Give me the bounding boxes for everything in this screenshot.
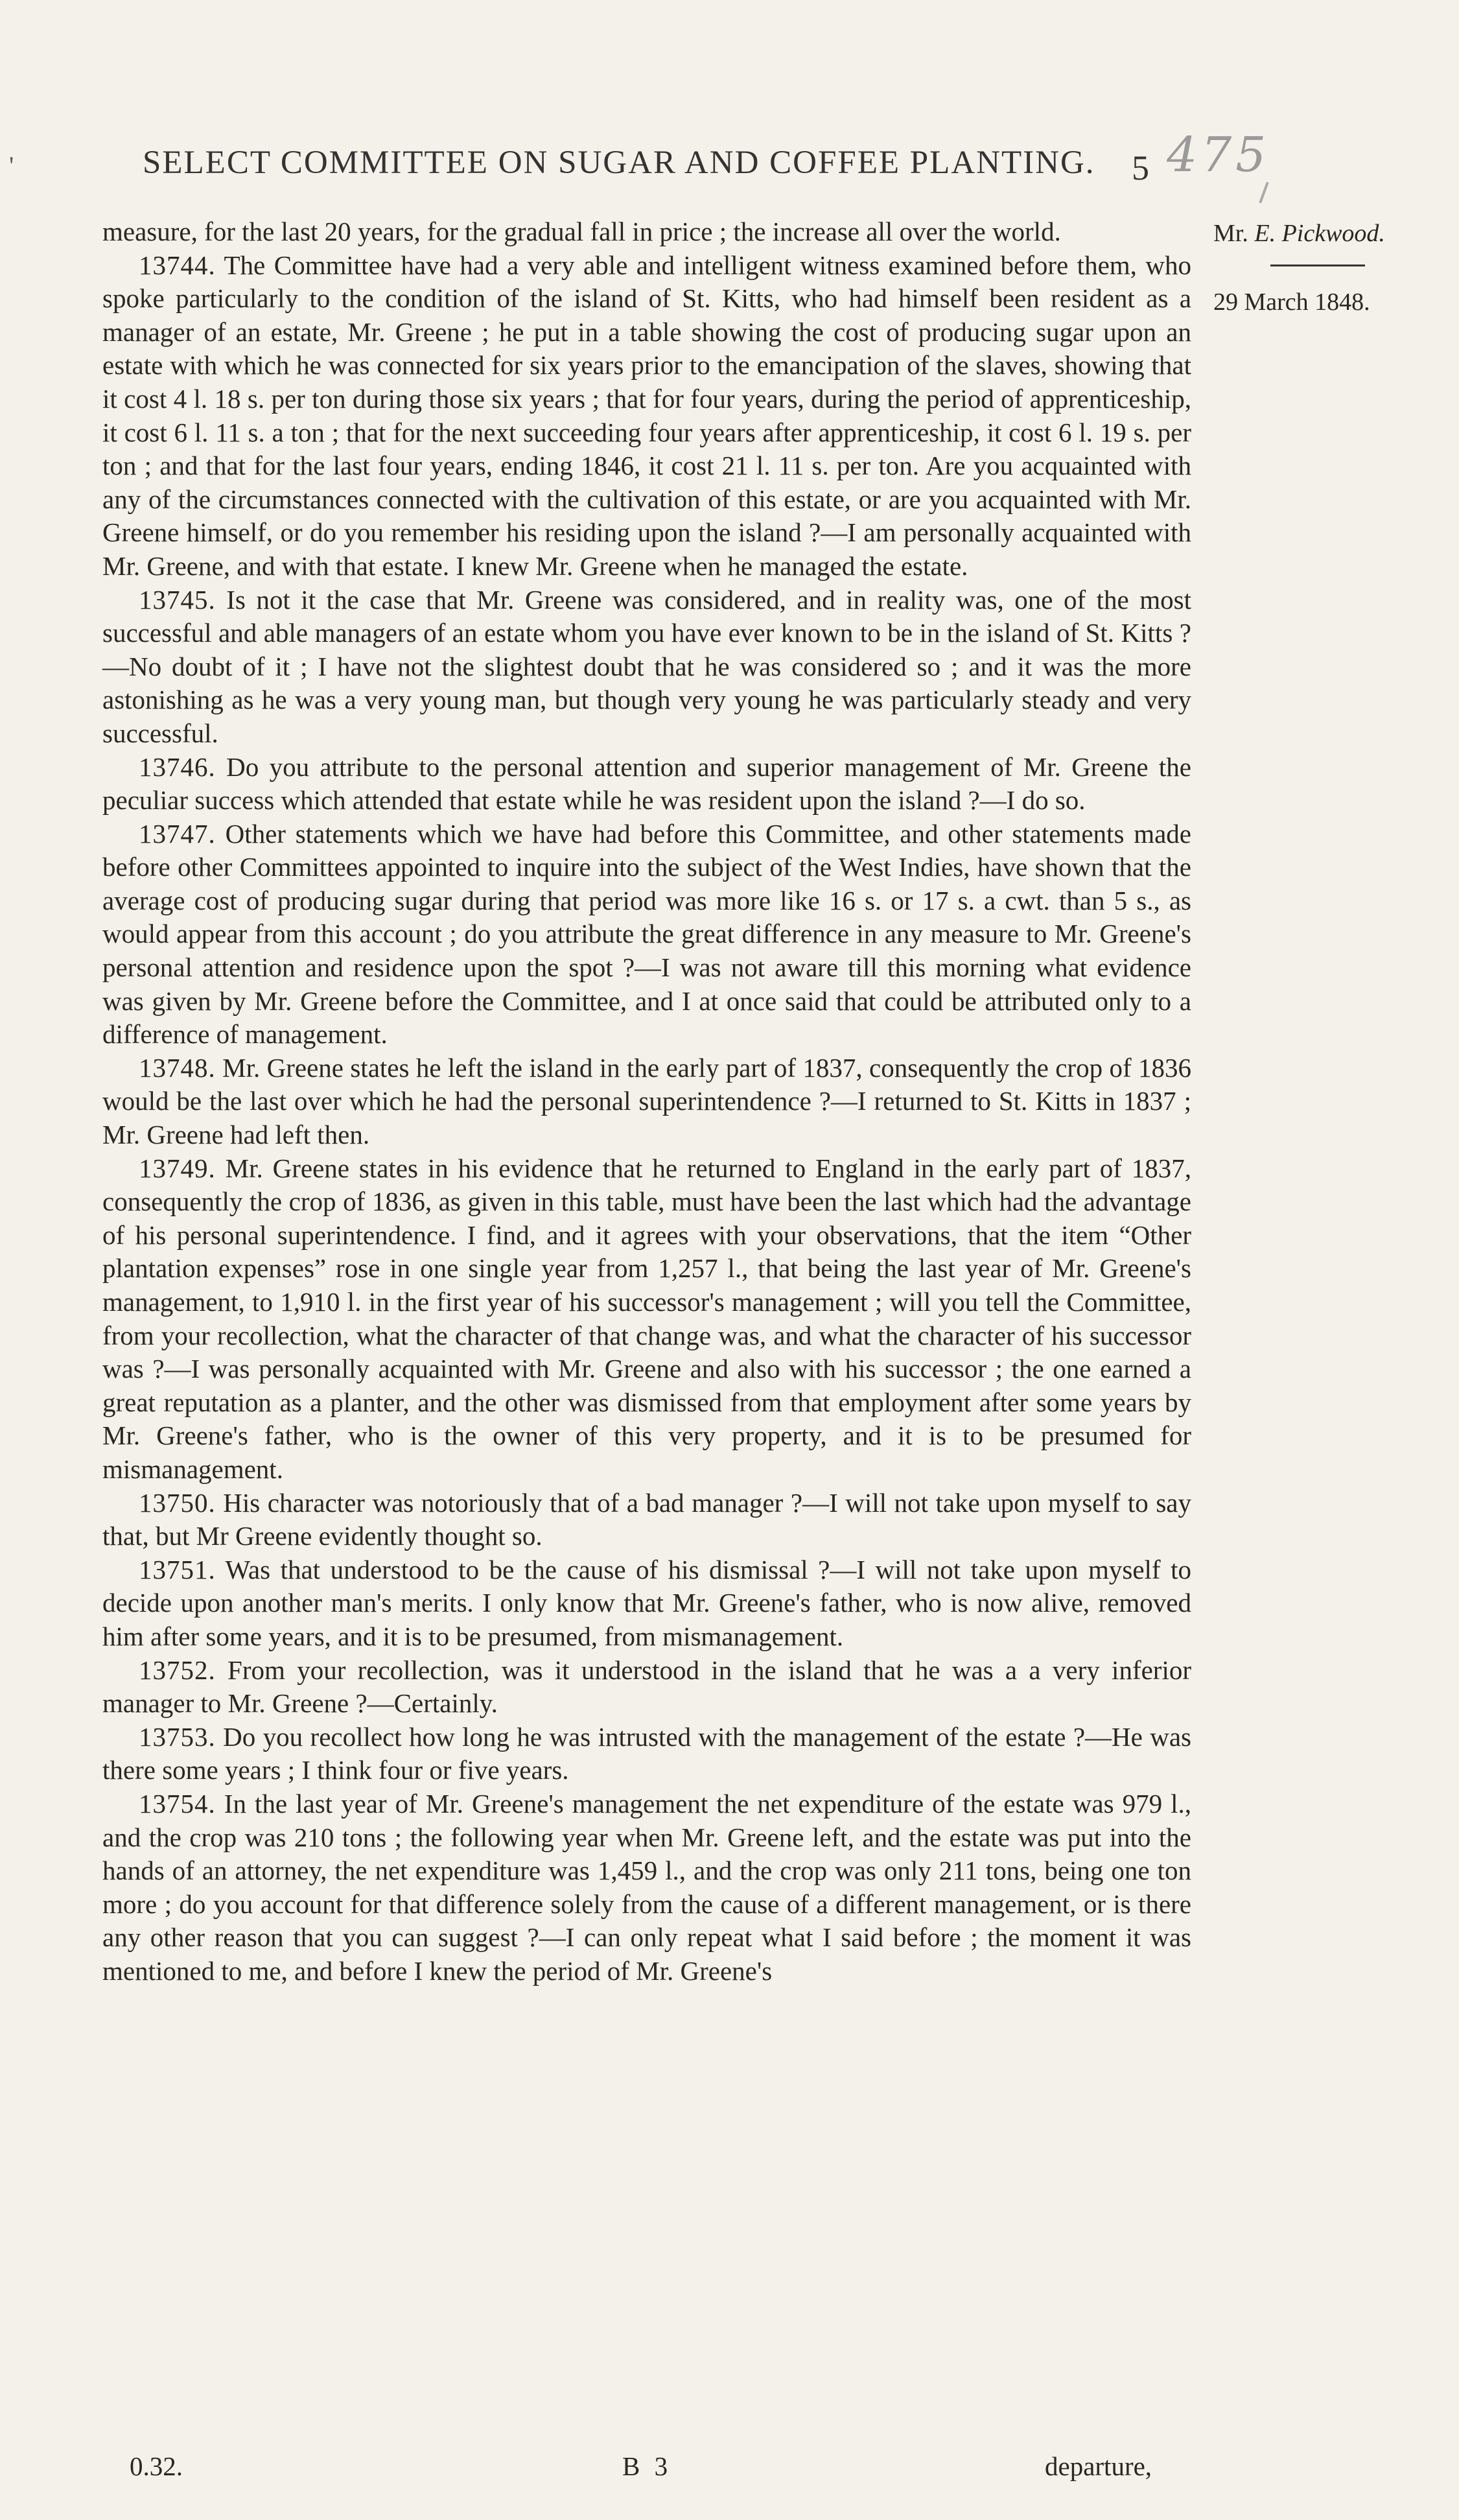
running-head: SELECT COMMITTEE ON SUGAR AND COFFEE PLANTING. [143, 145, 1095, 181]
testimony-paragraph [102, 1553, 1191, 1654]
paragraph-text: From your recollection, was it understood in the island that he was a a very inferior manager to Mr. Greene ?—Certainly. [102, 1654, 1191, 1719]
testimony-paragraph [102, 1721, 1191, 1787]
continued-paragraph [102, 215, 1191, 249]
question-number: 13745. [139, 584, 216, 615]
testimony-paragraph [102, 1052, 1191, 1152]
question-number: 13751. [139, 1554, 216, 1584]
question-number: 13752. [139, 1654, 216, 1685]
paragraph-text: Do you attribute to the personal attention and superior management of Mr. Greene the peculiar success which attended that estate while he was resident upon the island ?—I do so. [102, 751, 1192, 816]
question-number: 13747. [139, 818, 216, 849]
question-number: 13748. [139, 1052, 216, 1083]
paragraph-text: measure, for the last 20 years, for the gradual fall in price ; the increase all over the world. [102, 217, 1061, 246]
handwritten-folio-number: 475 [1167, 127, 1270, 183]
testimony-paragraph [102, 1654, 1191, 1721]
folio-pencil-stroke [1259, 182, 1268, 203]
paragraph-text: Do you recollect how long he was intrusted with the management of the estate ?—He was there some years ; I think four or five years. [102, 1721, 1192, 1785]
question-number: 13746. [139, 751, 216, 782]
paragraph-text: Other statements which we have had before this Committee, and other statements made before other Committees appointed to inquire into the subject of the West Indies, have shown that the average cost of producing sugar during that period was more like 16 s. or 17 s. a cwt. than 5 s., as would appear from this account ; do you attribute the great difference in any measure to Mr. Greene's personal attention and residence upon the spot ?—I was not aware till this morning what evidence was given by Mr. Greene before the Committee, and I at once said that could be attributed only to a difference of management. [102, 818, 1191, 1050]
page-number: 5 [1132, 148, 1149, 187]
question-number: 13754. [139, 1788, 216, 1819]
question-number: 13749. [139, 1153, 216, 1183]
testimony-paragraph [102, 818, 1191, 1052]
testimony-paragraph [102, 583, 1191, 751]
testimony-paragraph [102, 249, 1191, 583]
question-number: 13744. [139, 250, 216, 280]
footer-catchword: departure, [1045, 2451, 1152, 2481]
testimony-paragraph [102, 1787, 1191, 1988]
margin-mark: ' [9, 151, 14, 180]
paragraph-text: Mr. Greene states he left the island in the early part of 1837, consequently the crop of 1836 would be the last over which he had the personal superintendence ?—I returned to St. Kitts in 1837 ; Mr. Greene had left then. [102, 1052, 1192, 1150]
question-number: 13753. [139, 1721, 216, 1752]
testimony-paragraph [102, 1487, 1191, 1553]
paragraph-text: Is not it the case that Mr. Greene was considered, and in reality was, one of the most successful and able managers of an estate whom you have ever known to be in the island of St. Kitts ?—No doubt of it ; I have not the slightest doubt that he was considered so ; and it was the more astonishing as he was a very young man, but though very young he was particularly steady and very successful. [102, 584, 1191, 748]
paragraph-text: In the last year of Mr. Greene's management the net expenditure of the estate was 979 l., and the crop was 210 tons ; the following year when Mr. Greene left, and the estate was put into the hands of an attorney, the net expenditure was 1,459 l., and the crop was only 211 tons, being one ton more ; do you account for that difference solely from the cause of a different management, or is there any other reason that you can suggest ?—I can only repeat what I said before ; the moment it was mentioned to me, and before I knew the period of Mr. Greene's [102, 1788, 1192, 1986]
testimony-paragraph [102, 1152, 1191, 1487]
footer-signature: B 3 [622, 2451, 672, 2481]
paragraph-text: The Committee have had a very able and intelligent witness examined before them, who spoke particularly to the condition of the island of St. Kitts, who had himself been resident as a manager of an estate, Mr. Greene ; he put in a table showing the cost of producing sugar upon an estate with which he was connected for six years prior to the emancipation of the slaves, showing that it cost 4 l. 18 s. per ton during those six years ; that for four years, during the period of apprenticeship, it cost 6 l. 11 s. a ton ; that for the next succeeding four years after apprenticeship, it cost 6 l. 19 s. per ton ; and that for the last four years, ending 1846, it cost 21 l. 11 s. per ton. Are you acquainted with any of the circumstances connected with the cultivation of this estate, or are you acquainted with Mr. Greene himself, or do you remember his residing upon the island ?—I am personally acquainted with Mr. Greene, and with that estate. I knew Mr. Greene when he managed the estate. [102, 250, 1191, 581]
paragraph-text: Was that understood to be the cause of his dismissal ?—I will not take upon myself to decide upon another man's merits. I only know that Mr. Greene's father, who is now alive, removed him after some years, and it is to be presumed, from mismanagement. [102, 1554, 1191, 1651]
margin-witness-name: Mr. E. Pickwood. [1213, 220, 1385, 247]
paragraph-text: Mr. Greene states in his evidence that he returned to England in the early part of 1837, consequently the crop of 1836, as given in this table, must have been the last which had the advantage of his personal superintendence. I find, and it agrees with your observations, that the item “Other plantation expenses” rose in one single year from 1,257 l., that being the last year of Mr. Greene's management, to 1,910 l. in the first year of his successor's management ; will you tell the Committee, from your recollection, what the character of that change was, and what the character of his successor was ?—I was personally acquainted with Mr. Greene and also with his successor ; the one earned a great reputation as a planter, and the other was dismissed from that employment after some years by Mr. Greene's father, who is the owner of this very property, and it is to be presumed for mismanagement. [102, 1153, 1192, 1484]
question-number: 13750. [139, 1487, 216, 1518]
testimony-paragraph [102, 751, 1191, 818]
paragraph-text: His character was notoriously that of a bad manager ?—I will not take upon myself to say that, but Mr Greene evidently thought so. [102, 1487, 1191, 1551]
margin-rule [1270, 265, 1365, 266]
margin-date: 29 March 1848. [1213, 289, 1370, 316]
testimony-body [102, 215, 1191, 1988]
footer-signature-mark: 0.32. [130, 2451, 183, 2481]
